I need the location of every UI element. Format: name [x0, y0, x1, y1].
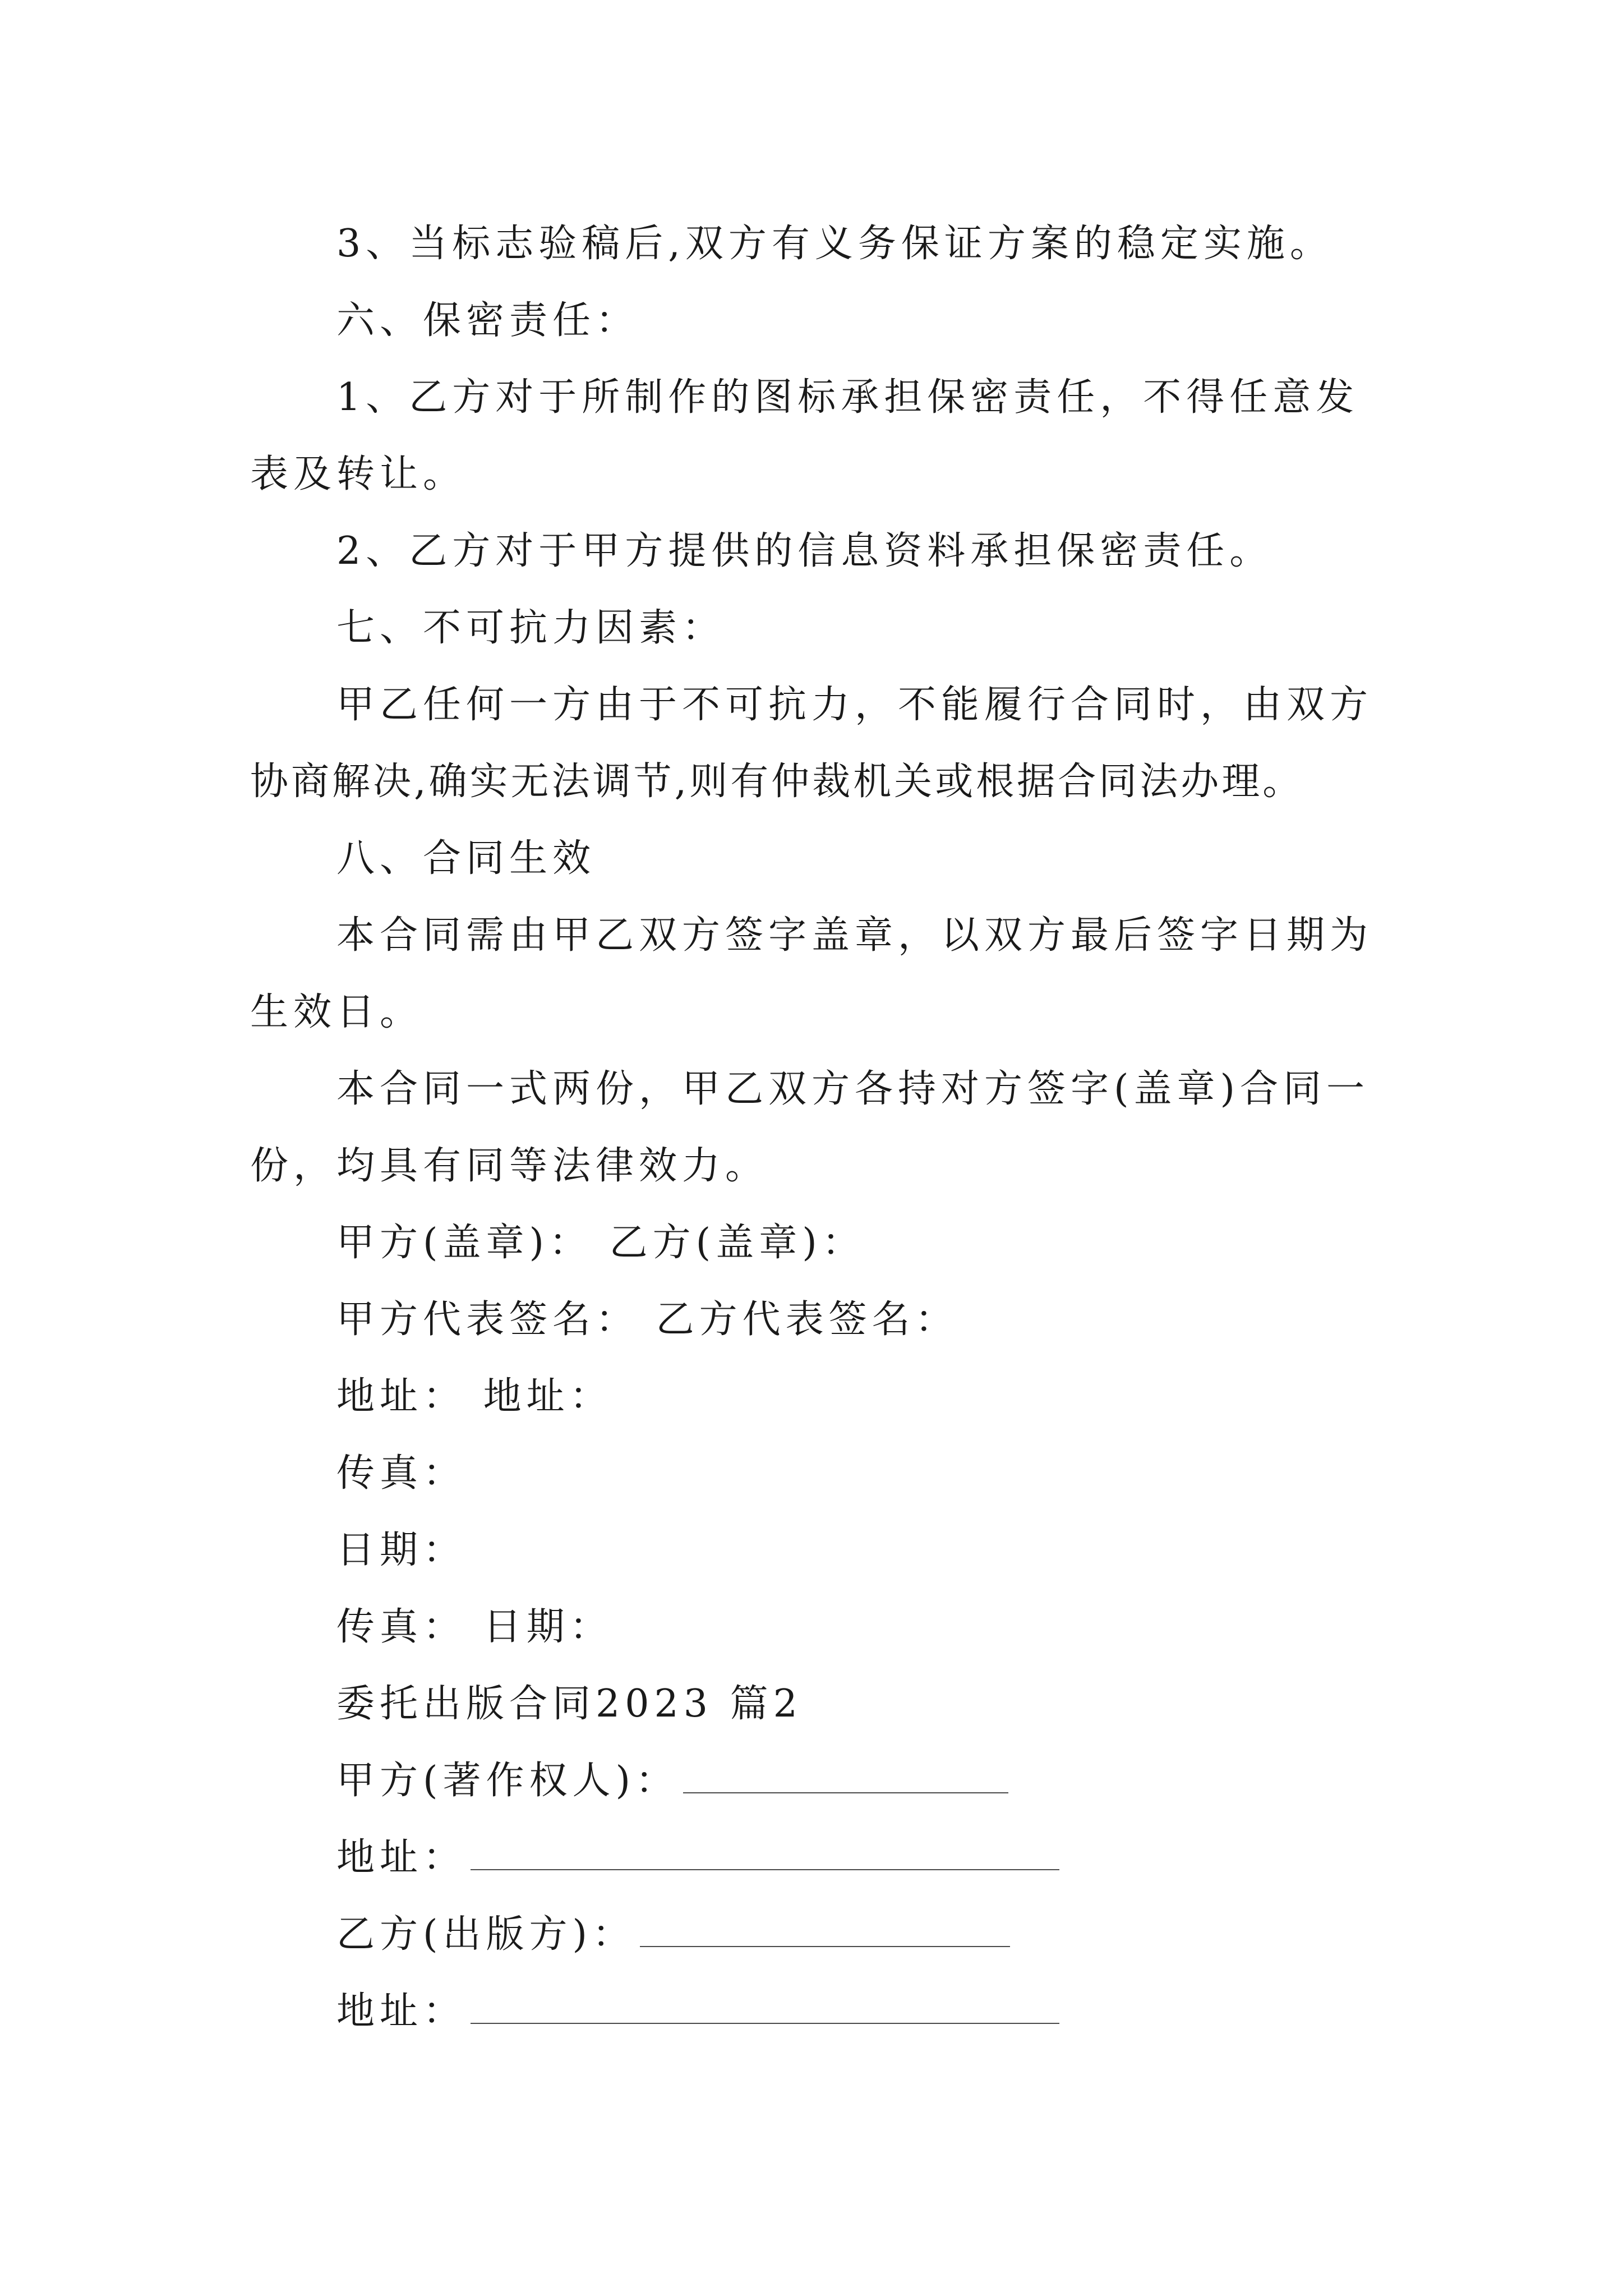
party-a-address-field	[336, 1833, 1059, 1883]
contract-title: 委托出版合同2023 篇2	[336, 1682, 803, 1726]
signature-representative-line: 甲方代表签名： 乙方代表签名：	[336, 1297, 958, 1342]
paragraph-line: 份，均具有同等法律效力。	[250, 1144, 769, 1188]
party-a-address-label: 地址：	[336, 1835, 467, 1880]
paragraph-line: 本合同需由甲乙双方签字盖章，以双方最后签字日期为	[336, 913, 1373, 958]
signature-seal-line: 甲方(盖章)： 乙方(盖章)：	[336, 1221, 865, 1265]
party-a-address-blank	[471, 1835, 1059, 1870]
signature-fax-line: 传真：	[336, 1451, 467, 1496]
section-heading-force-majeure: 七、不可抗力因素：	[336, 606, 726, 650]
paragraph-line: 甲乙任何一方由于不可抗力，不能履行合同时，由双方	[336, 683, 1373, 727]
paragraph-line: 协商解决,确实无法调节,则有仲裁机关或根据合同法办理。	[250, 760, 1304, 804]
party-b-address-field	[336, 1986, 1059, 2037]
party-b-field	[336, 1910, 1010, 1960]
paragraph-line: 本合同一式两份，甲乙双方各持对方签字(盖章)合同一	[336, 1067, 1370, 1111]
signature-fax-date-line: 传真： 日期：	[336, 1605, 613, 1649]
section-heading-confidentiality: 六、保密责任：	[336, 298, 639, 343]
paragraph-line: 生效日。	[250, 990, 423, 1034]
party-a-label: 甲方(著作权人)：	[336, 1759, 679, 1803]
party-b-address-label: 地址：	[336, 1989, 467, 2033]
paragraph-line: 表及转让。	[250, 452, 467, 496]
party-b-label: 乙方(出版方)：	[336, 1912, 636, 1957]
section-heading-effectiveness: 八、合同生效	[336, 836, 596, 881]
party-a-blank	[683, 1759, 1008, 1793]
paragraph-line: 2、乙方对于甲方提供的信息资料承担保密责任。	[336, 529, 1273, 573]
signature-address-line: 地址： 地址：	[336, 1374, 613, 1419]
signature-date-line: 日期：	[336, 1528, 467, 1572]
paragraph-line: 1、乙方对于所制作的图标承担保密责任，不得任意发	[336, 375, 1359, 420]
party-a-field	[336, 1756, 1008, 1806]
party-b-address-blank	[471, 1989, 1059, 2024]
paragraph-line: 3、当标志验稿后,双方有义务保证方案的稳定实施。	[336, 222, 1333, 266]
party-b-blank	[640, 1912, 1010, 1947]
